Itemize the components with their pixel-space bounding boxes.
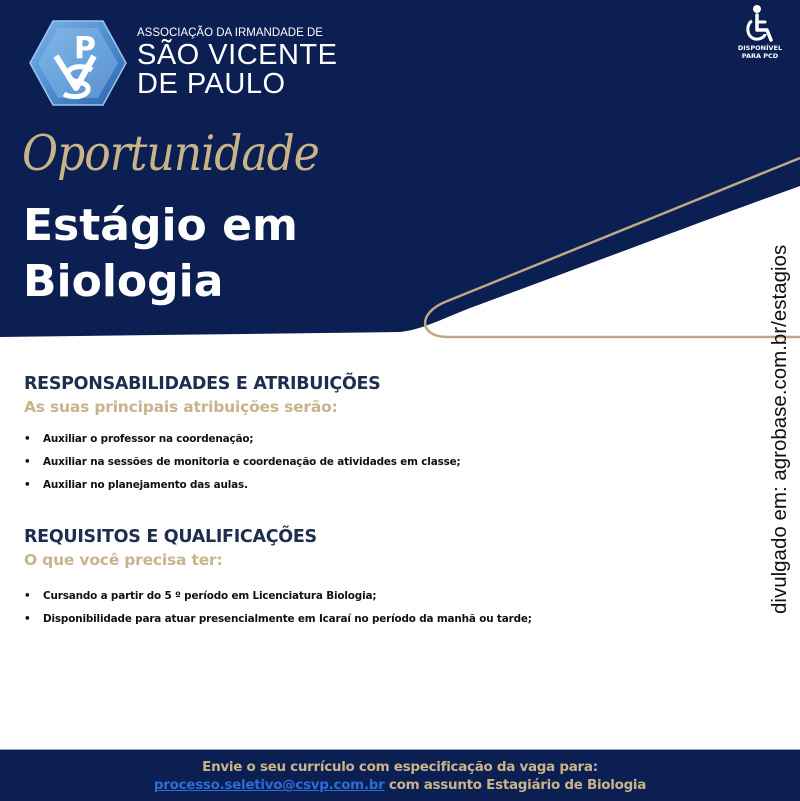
responsibilities-list [24,428,461,497]
wheelchair-icon [743,4,777,44]
svp-hexagon-logo-icon [28,18,128,108]
requirements-heading: REQUISITOS E QUALIFICAÇÕES [24,527,317,547]
bullet-icon: • [24,479,31,491]
list-item: • Cursando a partir do 5 º período em Licenciatura Biologia; [24,585,532,608]
bullet-icon: • [24,613,31,625]
list-item: • Auxiliar no planejamento das aulas. [24,474,461,497]
footer-contact-line [0,777,800,793]
pcd-badge-line1: DISPONÍVEL [737,44,783,52]
logo [28,18,128,108]
pcd-badge [730,4,790,60]
footer-contact [0,749,800,801]
responsibilities-subheading: As suas principais atribuições serão: [24,398,338,416]
pcd-badge-line2: PARA PCD [741,52,779,60]
bullet-icon: • [24,590,31,602]
list-item: • Auxiliar na sessões de monitoria e coordenação de atividades em classe; [24,451,461,474]
requirements-list [24,585,532,631]
script-title: Oportunidade [22,126,319,183]
bullet-icon: • [24,433,31,445]
requirements-section [24,527,532,631]
email-subject: com assunto Estagiário de Biologia [384,777,647,793]
list-item: • Auxiliar o professor na coordenação; [24,428,461,451]
page-title-line1: Estágio em [23,200,298,251]
org-name-line2: SÃO VICENTE [137,39,338,71]
page-title [23,198,298,310]
organization-name [137,27,338,99]
source-note: divulgado em: agrobase.com.br/estagios [768,244,791,614]
requirements-subheading: O que você precisa ter: [24,551,223,569]
svg-text:P: P [74,31,96,66]
org-name-line3: DE PAULO [137,68,286,100]
org-name-line1: ASSOCIAÇÃO DA IRMANDADE DE [137,27,323,39]
responsibilities-section [24,374,461,497]
footer-instruction: Envie o seu currículo com especificação da vaga para: [202,759,598,775]
list-item: • Disponibilidade para atuar presencialmente em Icaraí no período da manhã ou tarde; [24,608,532,631]
page-title-line2: Biologia [23,256,224,307]
bullet-icon: • [24,456,31,468]
email-link[interactable]: processo.seletivo@csvp.com.br [153,777,385,793]
responsibilities-heading: RESPONSABILIDADES E ATRIBUIÇÕES [24,374,381,394]
